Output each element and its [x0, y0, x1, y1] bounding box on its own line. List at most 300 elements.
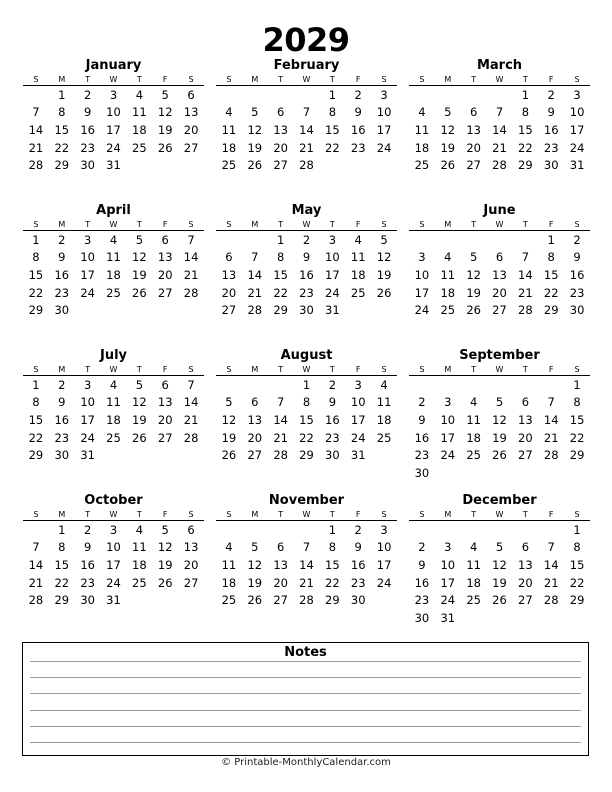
day-cell: 2 [547, 87, 555, 102]
day-cell: 30 [299, 303, 314, 318]
day-cell: 24 [80, 430, 95, 445]
day-cell: 4 [109, 232, 118, 247]
note-line [30, 693, 581, 694]
weekday-label: S [33, 365, 39, 374]
weekday-label: S [419, 365, 425, 374]
day-cell: 21 [183, 412, 199, 427]
day-cell: 7 [187, 377, 195, 392]
day-cell: 30 [54, 303, 70, 318]
day-cell: 26 [247, 158, 263, 173]
weekday-label: S [419, 510, 425, 519]
day-cell: 19 [157, 557, 173, 572]
day-cell: 28 [299, 158, 314, 173]
weekday-label: S [226, 365, 232, 374]
day-cell: 8 [547, 250, 555, 265]
page-title: 2029 [262, 21, 350, 59]
day-cell: 6 [251, 395, 259, 410]
day-cell: 31 [440, 610, 456, 625]
day-cell: 28 [183, 285, 199, 300]
weekday-label: S [381, 220, 387, 229]
day-cell: 16 [325, 412, 340, 427]
day-cell: 21 [518, 285, 533, 300]
day-cell: 22 [569, 430, 585, 445]
weekday-label: M [58, 220, 66, 229]
day-cell: 9 [354, 105, 362, 120]
day-cell: 16 [54, 412, 70, 427]
day-cell: 16 [350, 557, 366, 572]
day-cell: 17 [106, 122, 121, 137]
day-cell: 5 [495, 395, 504, 410]
weekday-label: F [162, 75, 168, 84]
day-cell: 23 [543, 140, 559, 155]
day-cell: 11 [106, 250, 121, 265]
day-cell: 17 [106, 557, 121, 572]
day-cell: 21 [543, 430, 559, 445]
day-cell: 17 [414, 285, 430, 300]
day-cell: 15 [518, 122, 533, 137]
month-name: November [268, 493, 345, 508]
weekday-label: F [548, 510, 554, 519]
day-cell: 11 [132, 540, 147, 555]
day-cell: 5 [251, 540, 259, 555]
day-cell: 15 [299, 412, 314, 427]
day-cell: 21 [492, 140, 507, 155]
day-cell: 15 [28, 412, 44, 427]
day-cell: 24 [80, 285, 95, 300]
day-cell: 20 [183, 122, 199, 137]
day-cell: 25 [440, 303, 456, 318]
day-cell: 9 [58, 250, 66, 265]
weekday-label: S [419, 220, 425, 229]
day-cell: 14 [28, 557, 44, 572]
day-cell: 1 [573, 522, 581, 537]
day-cell: 19 [157, 122, 173, 137]
day-cell: 3 [83, 232, 92, 247]
weekday-label: S [33, 220, 39, 229]
day-cell: 26 [132, 430, 147, 445]
day-cell: 17 [376, 122, 392, 137]
day-cell: 12 [132, 250, 147, 265]
day-cell: 23 [80, 140, 95, 155]
day-cell: 19 [132, 267, 147, 282]
day-cell: 11 [376, 395, 392, 410]
day-cell: 11 [221, 557, 237, 572]
weekday-label: M [251, 220, 259, 229]
day-cell: 7 [276, 395, 285, 410]
day-cell: 27 [157, 430, 173, 445]
day-cell: 26 [157, 575, 173, 590]
day-grid [216, 86, 397, 174]
day-cell: 3 [573, 87, 581, 102]
day-cell: 5 [135, 377, 144, 392]
day-cell: 18 [106, 267, 121, 282]
day-cell: 20 [157, 412, 173, 427]
day-cell: 18 [466, 430, 481, 445]
day-cell: 18 [466, 575, 481, 590]
notes-title: Notes [284, 645, 327, 660]
weekday-header [216, 364, 397, 376]
weekday-header [216, 509, 397, 521]
day-cell: 28 [299, 593, 314, 608]
day-cell: 24 [569, 140, 585, 155]
weekday-label: T [136, 365, 142, 374]
weekday-label: T [136, 220, 142, 229]
day-cell: 17 [80, 267, 95, 282]
day-cell: 28 [543, 448, 559, 463]
day-cell: 16 [54, 267, 70, 282]
day-cell: 25 [132, 575, 147, 590]
day-cell: 25 [376, 430, 392, 445]
day-cell: 15 [569, 557, 585, 572]
day-cell: 14 [543, 557, 559, 572]
weekday-label: S [226, 510, 232, 519]
day-cell: 5 [135, 232, 144, 247]
day-cell: 2 [83, 87, 92, 102]
day-cell: 8 [32, 250, 40, 265]
day-cell: 30 [80, 158, 95, 173]
weekday-label: M [251, 365, 259, 374]
day-cell: 10 [440, 412, 456, 427]
day-cell: 30 [414, 465, 430, 480]
day-cell: 27 [518, 448, 533, 463]
weekday-label: F [548, 75, 554, 84]
day-cell: 24 [440, 448, 456, 463]
day-cell: 25 [466, 448, 481, 463]
weekday-label: F [548, 365, 554, 374]
day-cell: 6 [469, 105, 478, 120]
day-cell: 19 [132, 412, 147, 427]
day-cell: 26 [492, 448, 507, 463]
weekday-label: S [381, 510, 387, 519]
day-cell: 27 [273, 158, 288, 173]
day-cell: 10 [325, 250, 340, 265]
day-cell: 24 [106, 575, 121, 590]
day-cell: 21 [28, 575, 44, 590]
month-name: June [483, 203, 516, 218]
day-cell: 10 [106, 105, 121, 120]
day-cell: 21 [183, 267, 199, 282]
day-cell: 2 [328, 377, 337, 392]
day-cell: 21 [543, 575, 559, 590]
day-cell: 23 [350, 575, 366, 590]
day-cell: 1 [276, 232, 285, 247]
weekday-label: S [33, 510, 39, 519]
day-cell: 19 [376, 267, 392, 282]
month-february [216, 58, 397, 203]
day-cell: 28 [273, 448, 288, 463]
day-cell: 7 [521, 250, 530, 265]
weekday-label: S [226, 220, 232, 229]
day-cell: 31 [106, 158, 121, 173]
day-cell: 5 [161, 522, 169, 537]
month-name: July [99, 348, 128, 363]
day-cell: 1 [58, 87, 66, 102]
day-grid [23, 231, 204, 319]
day-grid [409, 86, 590, 174]
day-cell: 18 [350, 267, 366, 282]
day-grid [216, 376, 397, 464]
note-line [30, 677, 581, 678]
day-cell: 23 [80, 575, 95, 590]
day-cell: 6 [521, 540, 530, 555]
weekday-label: S [188, 75, 194, 84]
day-cell: 3 [109, 522, 118, 537]
day-cell: 18 [221, 140, 237, 155]
day-cell: 2 [83, 522, 92, 537]
day-cell: 31 [325, 303, 340, 318]
day-cell: 15 [325, 122, 340, 137]
day-cell: 18 [132, 122, 147, 137]
day-cell: 31 [80, 448, 95, 463]
weekday-label: S [574, 510, 580, 519]
weekday-label: S [574, 365, 580, 374]
weekday-header [409, 219, 590, 231]
weekday-label: S [226, 75, 232, 84]
weekday-header [23, 219, 204, 231]
weekday-label: T [522, 510, 528, 519]
weekday-header [409, 509, 590, 521]
day-cell: 17 [325, 267, 340, 282]
day-cell: 21 [273, 430, 288, 445]
day-cell: 25 [106, 285, 121, 300]
weekday-label: T [329, 220, 335, 229]
day-cell: 1 [521, 87, 530, 102]
weekday-label: M [58, 365, 66, 374]
day-grid [216, 231, 397, 319]
day-cell: 20 [492, 285, 507, 300]
day-cell: 3 [83, 377, 92, 392]
day-cell: 9 [418, 412, 426, 427]
weekday-label: T [278, 220, 284, 229]
day-cell: 18 [414, 140, 430, 155]
day-cell: 13 [247, 412, 263, 427]
day-cell: 9 [58, 395, 66, 410]
day-cell: 10 [414, 267, 430, 282]
weekday-label: T [471, 75, 477, 84]
day-cell: 24 [440, 593, 456, 608]
day-cell: 4 [418, 105, 426, 120]
day-cell: 10 [376, 540, 392, 555]
day-cell: 21 [299, 575, 314, 590]
day-cell: 30 [543, 158, 559, 173]
day-cell: 2 [58, 232, 66, 247]
day-cell: 18 [440, 285, 456, 300]
note-line [30, 661, 581, 662]
footer-credit: © Printable-MonthlyCalendar.com [221, 757, 391, 768]
day-cell: 20 [183, 557, 199, 572]
weekday-label: T [329, 510, 335, 519]
day-cell: 15 [325, 557, 340, 572]
day-cell: 3 [380, 87, 388, 102]
weekday-label: T [278, 365, 284, 374]
day-cell: 8 [573, 395, 581, 410]
weekday-label: W [302, 365, 311, 374]
day-cell: 3 [328, 232, 337, 247]
day-cell: 22 [28, 430, 44, 445]
day-cell: 18 [376, 412, 392, 427]
day-cell: 6 [225, 250, 233, 265]
day-cell: 23 [325, 430, 340, 445]
month-september [409, 348, 590, 493]
day-cell: 9 [83, 105, 92, 120]
day-cell: 8 [521, 105, 530, 120]
day-cell: 15 [569, 412, 585, 427]
day-cell: 2 [354, 87, 362, 102]
weekday-label: F [355, 365, 361, 374]
day-cell: 14 [183, 395, 199, 410]
day-cell: 2 [58, 377, 66, 392]
day-cell: 3 [418, 250, 426, 265]
day-cell: 9 [547, 105, 555, 120]
day-cell: 16 [350, 122, 366, 137]
day-cell: 2 [302, 232, 311, 247]
day-cell: 28 [247, 303, 263, 318]
day-cell: 23 [414, 593, 430, 608]
day-cell: 26 [247, 593, 263, 608]
day-cell: 9 [83, 540, 92, 555]
weekday-label: M [444, 75, 452, 84]
day-grid [23, 86, 204, 174]
day-cell: 23 [569, 285, 585, 300]
weekday-label: S [188, 220, 194, 229]
day-cell: 24 [376, 575, 392, 590]
weekday-label: W [495, 510, 504, 519]
day-cell: 9 [328, 395, 337, 410]
day-cell: 29 [569, 593, 585, 608]
day-cell: 22 [543, 285, 559, 300]
day-cell: 27 [183, 140, 199, 155]
day-cell: 18 [132, 557, 147, 572]
day-cell: 12 [376, 250, 392, 265]
month-name: February [273, 58, 340, 73]
weekday-label: W [109, 75, 118, 84]
day-cell: 12 [247, 557, 263, 572]
day-cell: 20 [247, 430, 263, 445]
day-cell: 29 [299, 448, 314, 463]
day-cell: 14 [299, 557, 314, 572]
weekday-label: T [278, 510, 284, 519]
day-cell: 8 [328, 540, 337, 555]
day-cell: 20 [518, 430, 533, 445]
day-cell: 30 [414, 610, 430, 625]
weekday-label: T [329, 75, 335, 84]
day-cell: 11 [350, 250, 366, 265]
day-cell: 12 [492, 412, 507, 427]
weekday-label: T [85, 220, 91, 229]
day-cell: 10 [80, 250, 95, 265]
weekday-label: F [162, 365, 168, 374]
month-name: September [459, 348, 540, 363]
day-cell: 23 [414, 448, 430, 463]
day-cell: 19 [466, 285, 481, 300]
day-cell: 13 [157, 395, 173, 410]
weekday-label: W [495, 365, 504, 374]
day-cell: 5 [495, 540, 504, 555]
day-cell: 22 [299, 430, 314, 445]
day-cell: 20 [273, 140, 288, 155]
day-cell: 16 [414, 575, 430, 590]
note-line [30, 710, 581, 711]
month-may [216, 203, 397, 348]
day-cell: 5 [444, 105, 452, 120]
month-january [23, 58, 204, 203]
day-cell: 11 [106, 395, 121, 410]
day-cell: 15 [273, 267, 288, 282]
day-cell: 22 [325, 140, 340, 155]
day-cell: 15 [28, 267, 44, 282]
day-cell: 30 [569, 303, 585, 318]
day-cell: 21 [299, 140, 314, 155]
day-cell: 8 [32, 395, 40, 410]
month-name: April [96, 203, 131, 218]
month-name: January [85, 58, 142, 73]
day-cell: 9 [302, 250, 311, 265]
month-april [23, 203, 204, 348]
day-cell: 22 [273, 285, 288, 300]
day-cell: 7 [32, 540, 40, 555]
weekday-label: W [109, 220, 118, 229]
day-cell: 7 [495, 105, 504, 120]
weekday-label: T [471, 510, 477, 519]
day-cell: 9 [418, 557, 426, 572]
day-cell: 11 [221, 122, 237, 137]
day-cell: 29 [28, 303, 44, 318]
month-name: May [291, 203, 322, 218]
month-november [216, 493, 397, 638]
weekday-label: S [188, 510, 194, 519]
day-cell: 27 [247, 448, 263, 463]
day-cell: 25 [350, 285, 366, 300]
day-cell: 14 [492, 122, 507, 137]
day-grid [409, 376, 590, 482]
weekday-label: S [381, 365, 387, 374]
day-cell: 16 [80, 122, 95, 137]
day-cell: 28 [492, 158, 507, 173]
day-cell: 23 [54, 285, 70, 300]
day-cell: 7 [302, 105, 311, 120]
day-cell: 3 [444, 395, 452, 410]
day-cell: 22 [518, 140, 533, 155]
day-cell: 12 [247, 122, 263, 137]
day-cell: 16 [80, 557, 95, 572]
day-cell: 6 [276, 540, 285, 555]
day-cell: 27 [157, 285, 173, 300]
day-cell: 4 [135, 87, 144, 102]
day-cell: 30 [80, 593, 95, 608]
day-cell: 27 [492, 303, 507, 318]
day-cell: 16 [569, 267, 585, 282]
day-cell: 4 [225, 105, 233, 120]
day-cell: 4 [380, 377, 388, 392]
weekday-label: F [355, 220, 361, 229]
day-cell: 8 [58, 105, 66, 120]
weekday-label: T [522, 75, 528, 84]
weekday-label: F [162, 510, 168, 519]
weekday-label: F [162, 220, 168, 229]
day-cell: 4 [109, 377, 118, 392]
weekday-label: F [355, 510, 361, 519]
day-cell: 17 [350, 412, 366, 427]
day-cell: 27 [221, 303, 237, 318]
day-cell: 25 [221, 158, 237, 173]
month-december [409, 493, 590, 638]
day-cell: 29 [518, 158, 533, 173]
weekday-label: T [85, 75, 91, 84]
day-cell: 19 [247, 575, 263, 590]
day-cell: 10 [80, 395, 95, 410]
day-cell: 15 [54, 557, 70, 572]
month-name: October [84, 493, 143, 508]
